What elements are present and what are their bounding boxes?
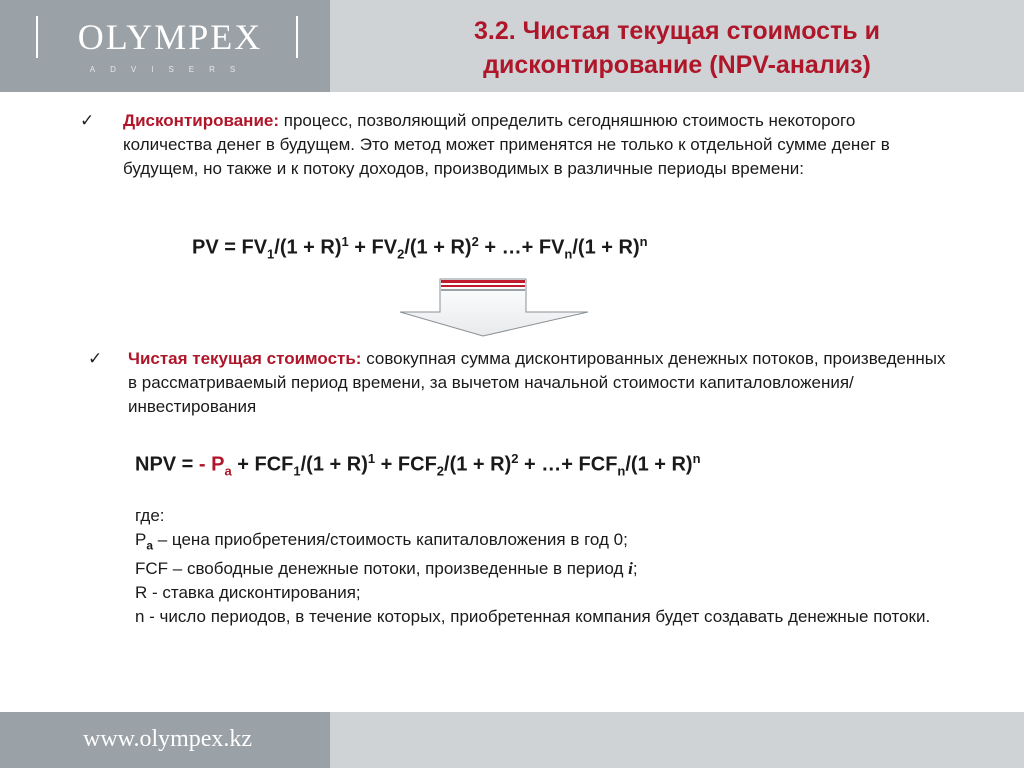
npv-formula-part: + FCF — [231, 453, 294, 476]
pv-formula-part: + FV — [348, 236, 398, 259]
pv-subscript: n — [564, 246, 573, 262]
npv-formula-part: NPV = — [135, 453, 199, 476]
logo-subtitle: ADVISERS — [89, 65, 251, 74]
npv-superscript: 2 — [511, 451, 519, 466]
npv-subscript: 2 — [436, 463, 445, 479]
title-bar — [330, 0, 1024, 92]
page-title — [330, 14, 1024, 82]
npv-subscript: n — [617, 463, 626, 479]
npv-formula-part: /(1 + R) — [444, 453, 512, 476]
legend-pa-symbol: P — [135, 530, 147, 549]
npv-formula — [135, 451, 701, 479]
pv-superscript: 2 — [471, 234, 479, 249]
legend-pa — [135, 528, 935, 557]
legend-pa-subscript: a — [146, 538, 154, 553]
npv-formula-part: + FCF — [375, 453, 437, 476]
npv-formula-part: /(1 + R) — [625, 453, 693, 476]
pv-formula — [192, 234, 648, 262]
npv-pa-subscript: a — [224, 463, 232, 479]
pv-superscript: 1 — [341, 234, 349, 249]
legend-fcf-text: FCF – свободные денежные потоки, произведенные в период — [135, 559, 629, 579]
pv-formula-part: + …+ FV — [478, 236, 565, 259]
npv-superscript: 1 — [367, 451, 376, 466]
npv-subscript: 1 — [293, 463, 301, 479]
logo-divider-left — [36, 16, 38, 58]
npv-definition: совокупная сумма дисконтированных денежных потоков, произведенных в рассматриваемый период времени, за вычетом начальной стоимости капиталовложения/инвестирования — [128, 349, 946, 416]
formula-legend — [135, 504, 935, 629]
discounting-paragraph — [123, 109, 913, 181]
footer-left — [0, 712, 330, 768]
logo: OLYMPEX — [77, 17, 263, 57]
page-title-line1: 3.2. Чистая текущая стоимость и — [474, 17, 880, 45]
pv-subscript: 1 — [267, 246, 275, 262]
pv-subscript: 2 — [397, 246, 405, 262]
npv-formula-part: + …+ FCF — [518, 453, 618, 476]
checkmark-icon: ✓ — [88, 349, 103, 369]
npv-formula-part: /(1 + R) — [300, 453, 368, 476]
pv-formula-part: /(1 + R) — [404, 236, 472, 259]
footer-right — [330, 712, 1024, 768]
discounting-definition: процесс, позволяющий определить сегодняшнюю стоимость некоторого количества денег в будущем. Это метод может применятся не только к отдельной сумме денег в будущем, но также и к потоку доходов, производимых в различные периоды времени: — [123, 111, 890, 178]
legend-r: R - ставка дисконтирования; — [135, 583, 361, 603]
pv-superscript: n — [639, 234, 648, 249]
legend-label: где: — [135, 506, 165, 525]
logo-divider-right — [296, 16, 298, 58]
pv-formula-part: PV = FV — [192, 236, 268, 259]
legend-pa-text: – цена приобретения/стоимость капиталовложения в год 0; — [153, 530, 628, 549]
page-title-line2: дисконтирование (NPV-анализ) — [483, 51, 871, 79]
checkmark-icon: ✓ — [80, 111, 95, 131]
logo-block — [0, 0, 330, 92]
npv-term: Чистая текущая стоимость: — [128, 349, 362, 368]
legend-n: n - число периодов, в течение которых, приобретенная компания будет создавать денежные потоки. — [135, 607, 931, 627]
legend-fcf-end: ; — [632, 559, 638, 579]
discounting-term: Дисконтирование: — [123, 111, 280, 130]
footer-url[interactable]: www.olympex.kz — [83, 726, 253, 752]
legend-fcf — [135, 557, 935, 581]
npv-superscript: n — [692, 451, 701, 466]
down-arrow-icon — [398, 278, 630, 340]
npv-pa: P — [211, 453, 225, 476]
npv-paragraph — [128, 347, 958, 419]
npv-minus-sign: - — [198, 453, 212, 476]
pv-formula-part: /(1 + R) — [274, 236, 342, 259]
legend-fcf-i: i — [628, 559, 633, 579]
pv-formula-part: /(1 + R) — [572, 236, 640, 259]
